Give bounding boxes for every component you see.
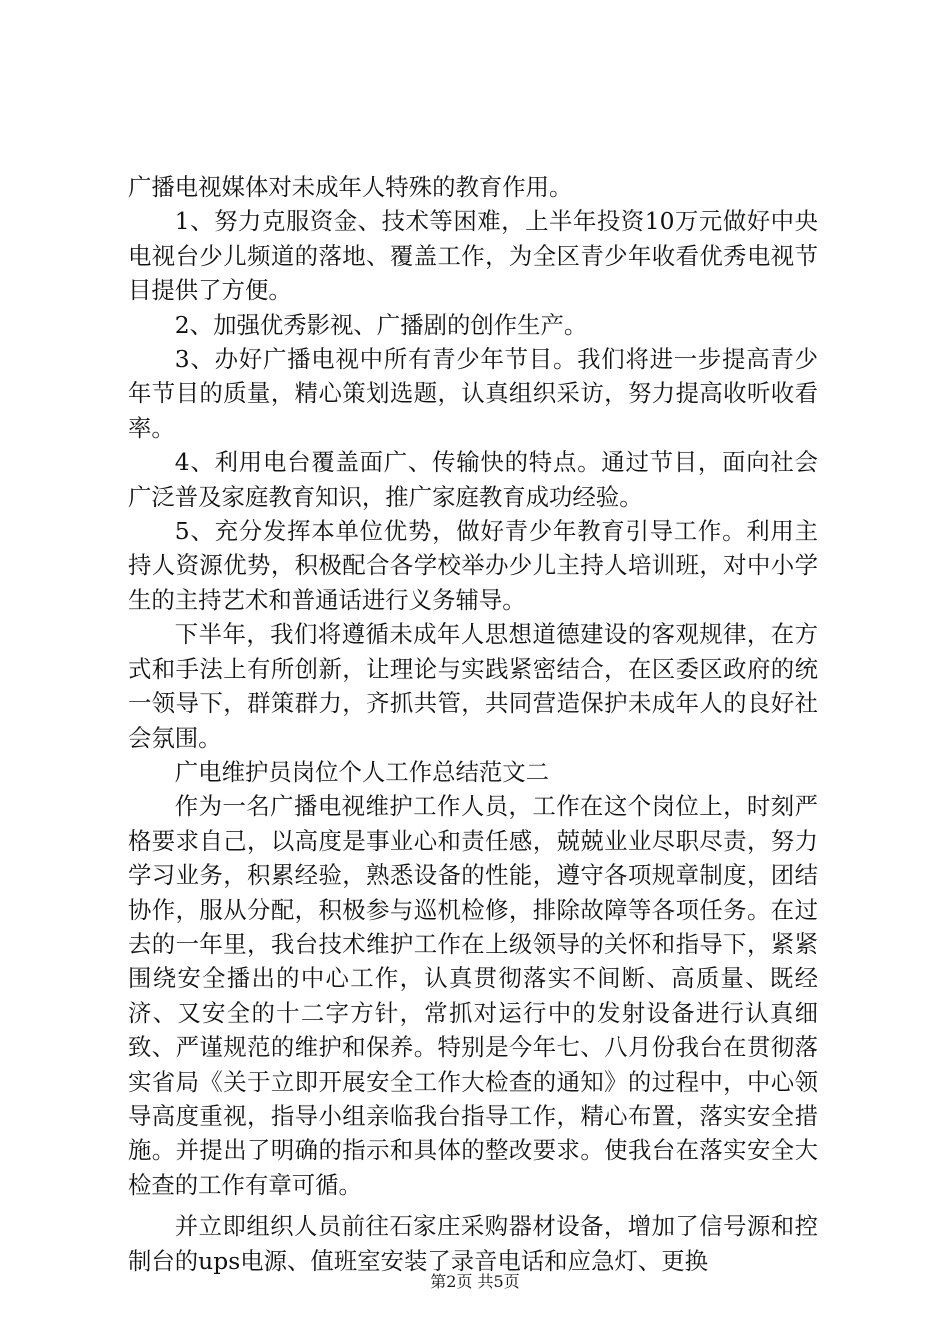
paragraph-item-3: 3、办好广播电视中所有青少年节目。我们将进一步提高青少年节目的质量，精心策划选题，认真组织采访，努力提高收听收看率。 xyxy=(128,345,818,442)
paragraph-item-4: 4、利用电台覆盖面广、传输快的特点。通过节目，面向社会广泛普及家庭教育知识，推广家庭教育成功经验。 xyxy=(128,448,818,511)
paragraph-equipment: 并立即组织人员前往石家庄采购器材设备，增加了信号源和控制台的ups电源、值班室安装了录音电话和应急灯、更换 xyxy=(128,1212,818,1275)
paragraph-item-1: 1、努力克服资金、技术等困难，上半年投资10万元做好中央电视台少儿频道的落地、覆盖工作，为全区青少年收看优秀电视节目提供了方便。 xyxy=(128,207,818,305)
paragraph-continuation: 广播电视媒体对未成年人特殊的教育作用。 xyxy=(128,173,573,201)
page-number-footer: 第2页 共5页 xyxy=(430,1272,520,1291)
document-body xyxy=(128,170,818,1278)
paragraph-work-summary: 作为一名广播电视维护工作人员，工作在这个岗位上，时刻严格要求自己，以高度是事业心和责任感，兢兢业业尽职尽责，努力学习业务，积累经验，熟悉设备的性能，遵守各项规章制度，团结协作，服从分配，积极参与巡机检修，排除故障等各项任务。在过去的一年里，我台技术维护工作在上级领导的关怀和指导下，紧紧围绕安全播出的中心工作，认真贯彻落实不间断、高质量、既经济、又安全的十二字方针，常抓对运行中的发射设备进行认真细致、严谨规范的维护和保养。特别是今年七、八月份我台在贯彻落实省局《关于立即开展安全工作大检查的通知》的过程中，中心领导高度重视，指导小组亲临我台指导工作，精心布置，落实安全措施。并提出了明确的指示和具体的整改要求。使我台在落实安全大检查的工作有章可循。 xyxy=(128,792,818,1199)
paragraph-item-2: 2、加强优秀影视、广播剧的创作生产。 xyxy=(174,310,588,339)
paragraph-item-5: 5、充分发挥本单位优势，做好青少年教育引导工作。利用主持人资源优势，积极配合各学校举办少儿主持人培训班，对中小学生的主持艺术和普通话进行义务辅导。 xyxy=(128,517,818,614)
paragraph-second-half: 下半年，我们将遵循未成年人思想道德建设的客观规律，在方式和手法上有所创新，让理论与实践紧密结合，在区委区政府的统一领导下，群策群力，齐抓共管，共同营造保护未成年人的良好社会氛围。 xyxy=(128,620,818,752)
section-heading: 广电维护员岗位个人工作总结范文二 xyxy=(174,757,550,786)
